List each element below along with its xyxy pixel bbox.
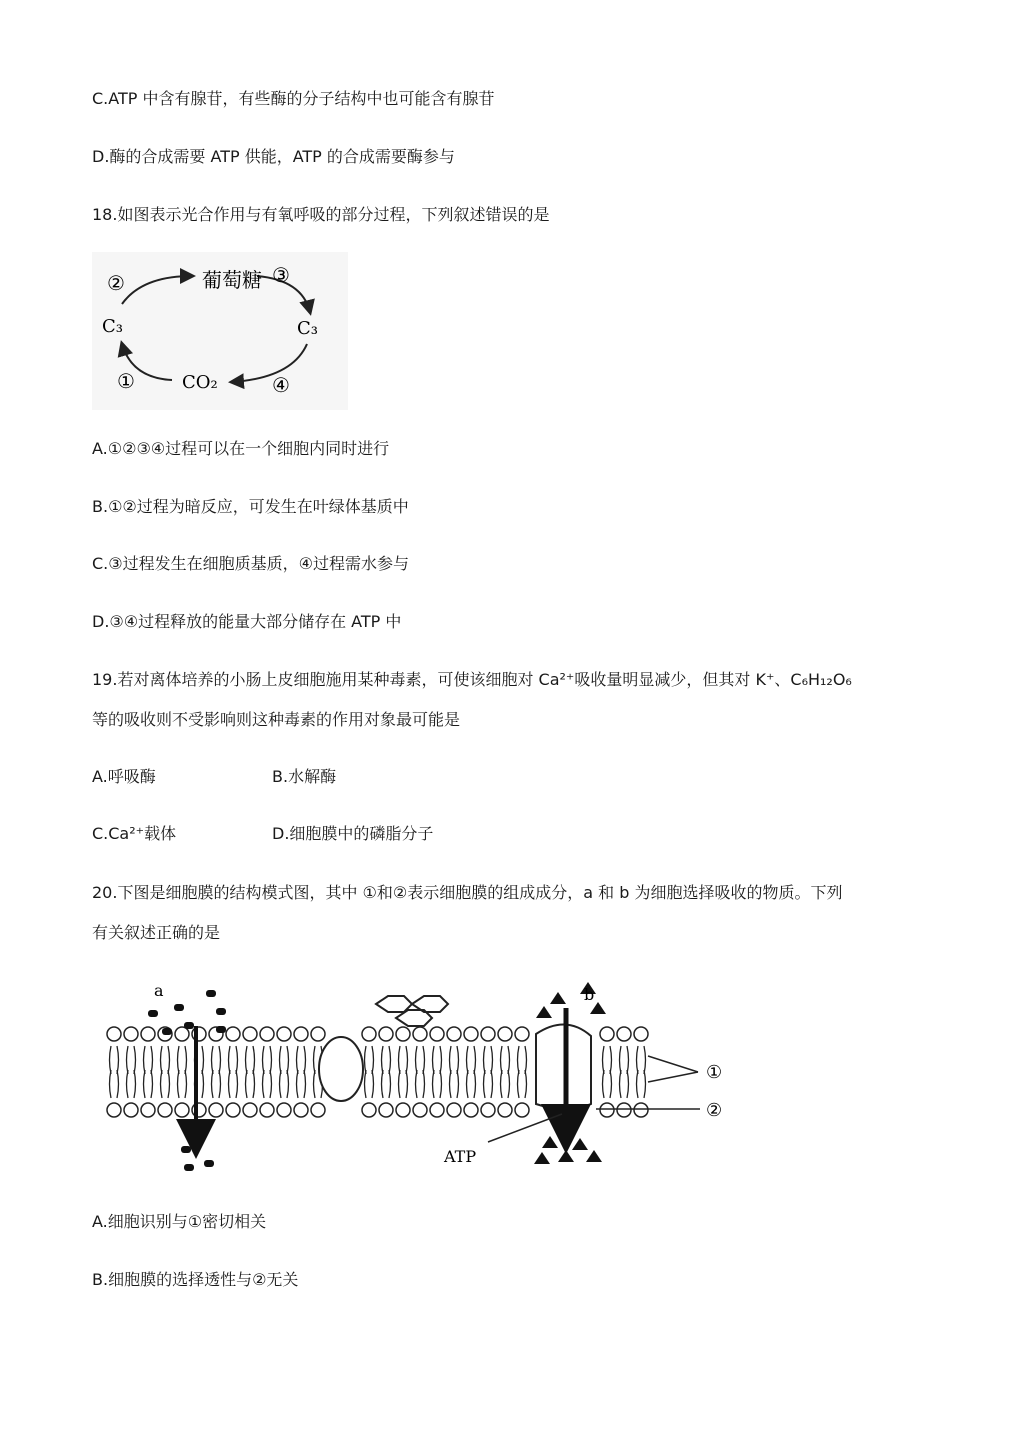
fatty-acid-tail bbox=[433, 1046, 435, 1074]
fatty-acid-tail bbox=[365, 1070, 367, 1098]
fatty-acid-tail bbox=[416, 1046, 418, 1074]
fatty-acid-tail bbox=[127, 1070, 129, 1098]
fatty-acid-tail bbox=[280, 1070, 282, 1098]
fatty-acid-tail bbox=[212, 1070, 214, 1098]
q17-option-c: C.ATP 中含有腺苷，有些酶的分子结构中也可能含有腺苷 bbox=[92, 89, 495, 108]
phospholipid-head bbox=[447, 1027, 461, 1041]
phospholipid-head bbox=[277, 1027, 291, 1041]
c3-left-label: C₃ bbox=[102, 316, 123, 337]
fatty-acid-tail bbox=[484, 1046, 486, 1074]
fatty-acid-tail bbox=[406, 1070, 408, 1098]
fatty-acid-tail bbox=[161, 1046, 163, 1074]
phospholipid-head bbox=[226, 1027, 240, 1041]
fatty-acid-tail bbox=[202, 1070, 204, 1098]
fatty-acid-tail bbox=[389, 1046, 391, 1074]
marker-3: ③ bbox=[272, 263, 290, 287]
phospholipid-head bbox=[124, 1027, 138, 1041]
fatty-acid-tail bbox=[484, 1070, 486, 1098]
fatty-acid-tail bbox=[134, 1046, 136, 1074]
q18-cycle-diagram bbox=[92, 252, 348, 410]
fatty-acid-tail bbox=[382, 1070, 384, 1098]
fatty-acid-tail bbox=[450, 1046, 452, 1074]
fatty-acid-tail bbox=[144, 1046, 146, 1074]
fatty-acid-tail bbox=[117, 1070, 119, 1098]
phospholipid-head bbox=[600, 1103, 614, 1117]
fatty-acid-tail bbox=[287, 1070, 289, 1098]
phospholipid-head bbox=[634, 1103, 648, 1117]
fatty-acid-tail bbox=[134, 1070, 136, 1098]
phospholipid-head bbox=[430, 1027, 444, 1041]
fatty-acid-tail bbox=[365, 1046, 367, 1074]
fatty-acid-tail bbox=[270, 1046, 272, 1074]
fatty-acid-tail bbox=[127, 1046, 129, 1074]
label-atp: ATP bbox=[444, 1147, 477, 1166]
fatty-acid-tail bbox=[236, 1046, 238, 1074]
phospholipid-head bbox=[107, 1103, 121, 1117]
fatty-acid-tail bbox=[620, 1070, 622, 1098]
label-b: b bbox=[584, 985, 595, 1004]
fatty-acid-tail bbox=[253, 1070, 255, 1098]
marker-4: ④ bbox=[272, 373, 290, 397]
fatty-acid-tail bbox=[178, 1070, 180, 1098]
fatty-acid-tail bbox=[637, 1070, 639, 1098]
phospholipid-head bbox=[243, 1027, 257, 1041]
fatty-acid-tail bbox=[440, 1046, 442, 1074]
fatty-acid-tail bbox=[525, 1046, 527, 1074]
q19-stem-line2: 等的吸收则不受影响则这种毒素的作用对象最可能是 bbox=[92, 710, 461, 729]
fatty-acid-tail bbox=[501, 1070, 503, 1098]
marker-1: ① bbox=[117, 369, 135, 393]
fatty-acid-tail bbox=[518, 1070, 520, 1098]
fatty-acid-tail bbox=[416, 1070, 418, 1098]
phospholipid-head bbox=[141, 1027, 155, 1041]
q19-option-a: A.呼吸酶 bbox=[92, 767, 156, 786]
phospholipid-head bbox=[141, 1103, 155, 1117]
fatty-acid-tail bbox=[297, 1046, 299, 1074]
marker-2: ② bbox=[107, 271, 125, 295]
phospholipid-head bbox=[617, 1103, 631, 1117]
q18-option-a: A.①②③④过程可以在一个细胞内同时进行 bbox=[92, 439, 390, 458]
q19-option-d: D.细胞膜中的磷脂分子 bbox=[272, 824, 434, 843]
phospholipid-head bbox=[226, 1103, 240, 1117]
fatty-acid-tail bbox=[246, 1070, 248, 1098]
phospholipid-head bbox=[396, 1027, 410, 1041]
fatty-acid-tail bbox=[304, 1070, 306, 1098]
fatty-acid-tail bbox=[518, 1046, 520, 1074]
glucose-label: 葡萄糖 bbox=[202, 268, 262, 292]
fatty-acid-tail bbox=[270, 1070, 272, 1098]
q19-option-c: C.Ca²⁺载体 bbox=[92, 824, 177, 843]
phospholipid-head bbox=[209, 1103, 223, 1117]
fatty-acid-tail bbox=[440, 1070, 442, 1098]
fatty-acid-tail bbox=[314, 1046, 316, 1074]
fatty-acid-tail bbox=[491, 1070, 493, 1098]
phospholipid-head bbox=[277, 1103, 291, 1117]
phospholipid-head bbox=[175, 1103, 189, 1117]
phospholipid-head bbox=[515, 1103, 529, 1117]
q19-stem-line1: 19.若对离体培养的小肠上皮细胞施用某种毒素，可使该细胞对 Ca²⁺吸收量明显减少，但其对 K⁺、C₆H₁₂O₆ bbox=[92, 670, 852, 689]
fatty-acid-tail bbox=[314, 1070, 316, 1098]
phospholipid-head bbox=[396, 1103, 410, 1117]
fatty-acid-tail bbox=[304, 1046, 306, 1074]
label-component-2: ② bbox=[706, 1100, 723, 1121]
fatty-acid-tail bbox=[450, 1070, 452, 1098]
fatty-acid-tail bbox=[637, 1046, 639, 1074]
fatty-acid-tail bbox=[151, 1046, 153, 1074]
phospholipid-head bbox=[481, 1027, 495, 1041]
phospholipid-head bbox=[260, 1103, 274, 1117]
fatty-acid-tail bbox=[457, 1070, 459, 1098]
fatty-acid-tail bbox=[474, 1070, 476, 1098]
fatty-acid-tail bbox=[433, 1070, 435, 1098]
phospholipid-head bbox=[158, 1103, 172, 1117]
fatty-acid-tail bbox=[263, 1046, 265, 1074]
fatty-acid-tail bbox=[491, 1046, 493, 1074]
fatty-acid-tail bbox=[644, 1070, 646, 1098]
phospholipid-head bbox=[464, 1027, 478, 1041]
q20-stem-line2: 有关叙述正确的是 bbox=[92, 923, 221, 942]
phospholipid-head bbox=[481, 1103, 495, 1117]
phospholipid-head bbox=[413, 1027, 427, 1041]
phospholipid-head bbox=[498, 1103, 512, 1117]
fatty-acid-tail bbox=[168, 1070, 170, 1098]
phospholipid-head bbox=[124, 1103, 138, 1117]
fatty-acid-tail bbox=[212, 1046, 214, 1074]
phospholipid-head bbox=[515, 1027, 529, 1041]
c3-right-label: C₃ bbox=[297, 318, 318, 339]
q20-option-b: B.细胞膜的选择透性与②无关 bbox=[92, 1270, 299, 1289]
phospholipid-head bbox=[260, 1027, 274, 1041]
fatty-acid-tail bbox=[110, 1046, 112, 1074]
phospholipid-head bbox=[447, 1103, 461, 1117]
fatty-acid-tail bbox=[467, 1070, 469, 1098]
phospholipid-head bbox=[498, 1027, 512, 1041]
phospholipid-head bbox=[362, 1027, 376, 1041]
phospholipid-head bbox=[107, 1027, 121, 1041]
fatty-acid-tail bbox=[610, 1046, 612, 1074]
fatty-acid-tail bbox=[151, 1070, 153, 1098]
fatty-acid-tail bbox=[219, 1070, 221, 1098]
label-a: a bbox=[154, 981, 164, 1000]
phospholipid-head bbox=[311, 1103, 325, 1117]
fatty-acid-tail bbox=[644, 1046, 646, 1074]
fatty-acid-tail bbox=[117, 1046, 119, 1074]
fatty-acid-tail bbox=[372, 1046, 374, 1074]
phospholipid-head bbox=[294, 1103, 308, 1117]
q20-stem-line1: 20.下图是细胞膜的结构模式图，其中 ①和②表示细胞膜的组成成分，a 和 b 为细胞选择吸收的物质。下列 bbox=[92, 883, 843, 902]
fatty-acid-tail bbox=[457, 1046, 459, 1074]
phospholipid-head bbox=[175, 1027, 189, 1041]
fatty-acid-tail bbox=[185, 1070, 187, 1098]
fatty-acid-tail bbox=[297, 1070, 299, 1098]
phospholipid-head bbox=[362, 1103, 376, 1117]
q18-option-c: C.③过程发生在细胞质基质，④过程需水参与 bbox=[92, 554, 409, 573]
phospholipid-head bbox=[413, 1103, 427, 1117]
q20-option-a: A.细胞识别与①密切相关 bbox=[92, 1212, 267, 1231]
phospholipid-head bbox=[311, 1027, 325, 1041]
fatty-acid-tail bbox=[423, 1070, 425, 1098]
fatty-acid-tail bbox=[372, 1070, 374, 1098]
phospholipid-head bbox=[464, 1103, 478, 1117]
fatty-acid-tail bbox=[236, 1070, 238, 1098]
q20-membrane-diagram bbox=[96, 964, 756, 1184]
fatty-acid-tail bbox=[287, 1046, 289, 1074]
fatty-acid-tail bbox=[406, 1046, 408, 1074]
fatty-acid-tail bbox=[620, 1046, 622, 1074]
fatty-acid-tail bbox=[603, 1070, 605, 1098]
fatty-acid-tail bbox=[185, 1046, 187, 1074]
q17-option-d: D.酶的合成需要 ATP 供能，ATP 的合成需要酶参与 bbox=[92, 147, 455, 166]
fatty-acid-tail bbox=[501, 1046, 503, 1074]
phospholipid-head bbox=[243, 1103, 257, 1117]
fatty-acid-tail bbox=[110, 1070, 112, 1098]
phospholipid-head bbox=[294, 1027, 308, 1041]
fatty-acid-tail bbox=[399, 1070, 401, 1098]
fatty-acid-tail bbox=[627, 1070, 629, 1098]
fatty-acid-tail bbox=[508, 1070, 510, 1098]
fatty-acid-tail bbox=[219, 1046, 221, 1074]
q19-option-b: B.水解酶 bbox=[272, 767, 337, 786]
phospholipid-head bbox=[379, 1103, 393, 1117]
fatty-acid-tail bbox=[423, 1046, 425, 1074]
fatty-acid-tail bbox=[229, 1070, 231, 1098]
fatty-acid-tail bbox=[389, 1070, 391, 1098]
q18-option-b: B.①②过程为暗反应，可发生在叶绿体基质中 bbox=[92, 497, 409, 516]
phospholipid-head bbox=[634, 1027, 648, 1041]
fatty-acid-tail bbox=[168, 1046, 170, 1074]
fatty-acid-tail bbox=[467, 1046, 469, 1074]
fatty-acid-tail bbox=[399, 1046, 401, 1074]
fatty-acid-tail bbox=[627, 1046, 629, 1074]
fatty-acid-tail bbox=[280, 1046, 282, 1074]
fatty-acid-tail bbox=[603, 1046, 605, 1074]
fatty-acid-tail bbox=[474, 1046, 476, 1074]
fatty-acid-tail bbox=[178, 1046, 180, 1074]
fatty-acid-tail bbox=[161, 1070, 163, 1098]
fatty-acid-tail bbox=[253, 1046, 255, 1074]
phospholipid-head bbox=[379, 1027, 393, 1041]
fatty-acid-tail bbox=[229, 1046, 231, 1074]
fatty-acid-tail bbox=[246, 1046, 248, 1074]
fatty-acid-tail bbox=[202, 1046, 204, 1074]
phospholipid-head bbox=[600, 1027, 614, 1041]
fatty-acid-tail bbox=[263, 1070, 265, 1098]
label-component-1: ① bbox=[706, 1062, 723, 1083]
fatty-acid-tail bbox=[382, 1046, 384, 1074]
fatty-acid-tail bbox=[508, 1046, 510, 1074]
fatty-acid-tail bbox=[610, 1070, 612, 1098]
phospholipid-head bbox=[430, 1103, 444, 1117]
co2-label: CO₂ bbox=[182, 372, 218, 393]
q18-option-d: D.③④过程释放的能量大部分储存在 ATP 中 bbox=[92, 612, 402, 631]
fatty-acid-tail bbox=[525, 1070, 527, 1098]
q18-stem: 18.如图表示光合作用与有氧呼吸的部分过程，下列叙述错误的是 bbox=[92, 205, 550, 224]
phospholipid-head bbox=[617, 1027, 631, 1041]
fatty-acid-tail bbox=[144, 1070, 146, 1098]
